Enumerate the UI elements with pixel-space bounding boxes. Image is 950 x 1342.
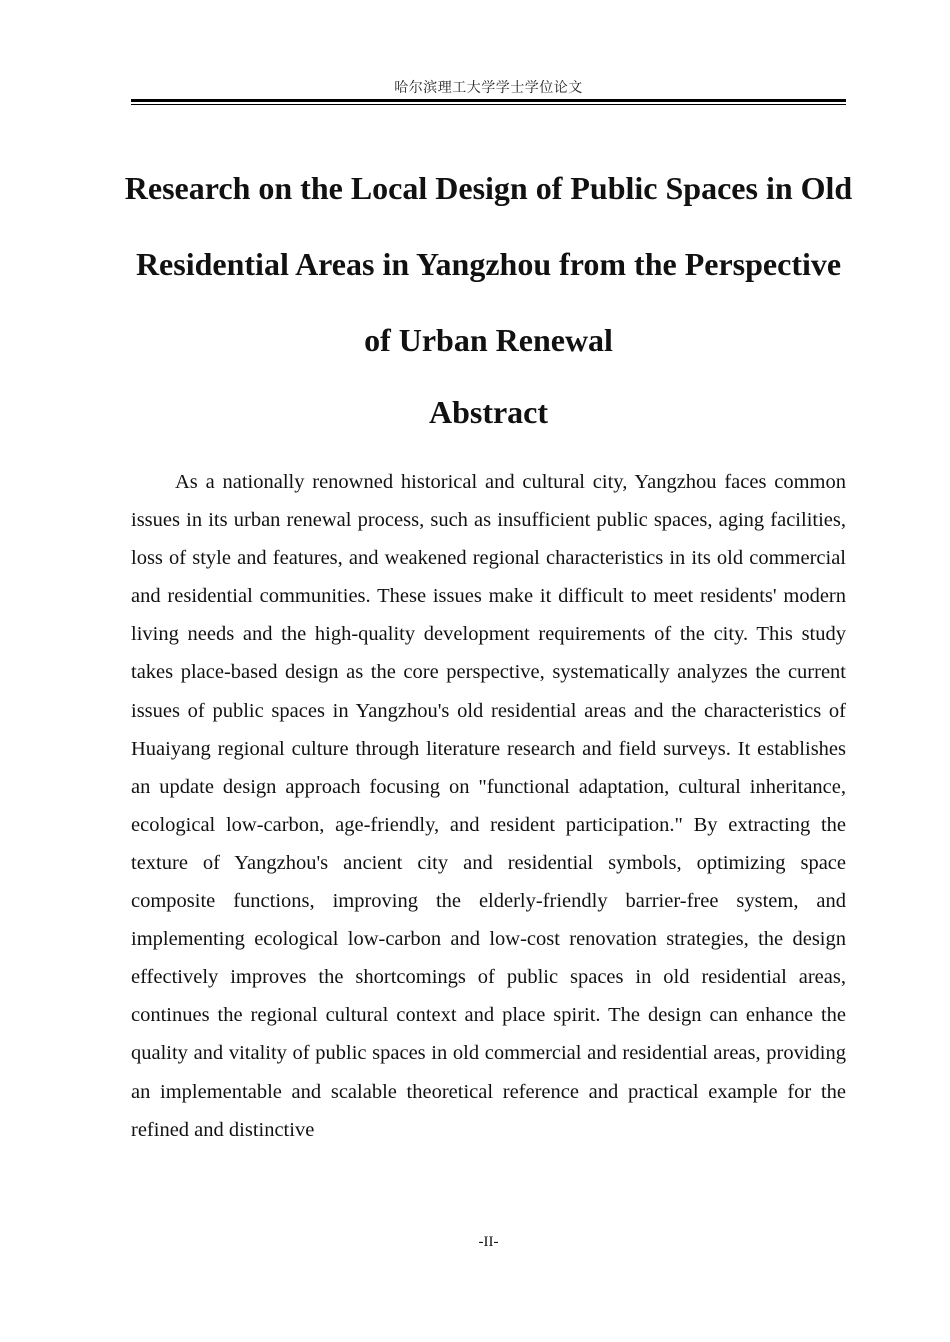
running-header: 哈尔滨理工大学学士学位论文 xyxy=(394,80,583,96)
header-rule-thick xyxy=(131,99,846,102)
abstract-body: As a nationally renowned historical and cultural city, Yangzhou faces common issues in its urban renewal process, such as insufficient public spaces, aging facilities, loss of style and features, and weakened regional characteristics in its old commercial and residential communities. These issues make it difficult to meet residents' modern living needs and the high-quality development requirements of the city. This study takes place-based design as the core perspective, systematically analyzes the current issues of public spaces in Yangzhou's old residential areas and the characteristics of Huaiyang regional culture through literature research and field surveys. It establishes an update design approach focusing on "functional adaptation, cultural inheritance, ecological low-carbon, age-friendly, and resident participation." By extracting the texture of Yangzhou's ancient city and residential symbols, optimizing space composite functions, improving the elderly-friendly barrier-free system, and implementing ecological low-carbon and low-cost renovation strategies, the design effectively improves the shortcomings of public spaces in old residential areas, continues the regional cultural context and place spirit. The design can enhance the quality and vitality of public spaces in old commercial and residential areas, providing an implementable and scalable theoretical reference and practical example for the refined and distinctive xyxy=(131,471,846,1141)
abstract-heading: Abstract xyxy=(428,394,549,430)
header-rule-thin xyxy=(131,104,846,105)
paper-title: Research on the Local Design of Public Spaces in Old Residential Areas in Yangzhou from the Perspective of Urban Renewal xyxy=(124,170,853,358)
page-number: -II- xyxy=(478,1234,499,1250)
